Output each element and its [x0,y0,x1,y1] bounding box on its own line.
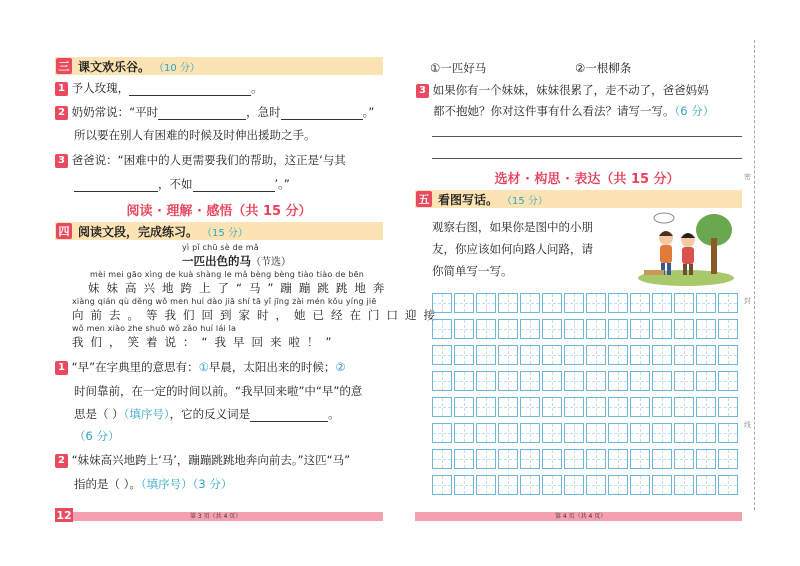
question-4-1: 1 “早”在字典里的意思有：①早晨，太阳出来的时候；② [55,359,346,375]
section-5-title: 看图写话。 [438,192,499,207]
child-1-hair [659,231,673,236]
grid-cell[interactable] [608,293,628,313]
page-number-badge: 12 [56,508,72,522]
grid-cell[interactable] [608,345,628,365]
question-number: 2 [55,454,68,468]
option-2: ②一根柳条 [575,61,632,75]
grid-cell[interactable] [498,345,518,365]
grid-cell[interactable] [608,397,628,417]
grid-cell[interactable] [718,449,738,469]
grid-cell[interactable] [586,475,606,495]
question-4-1-line2: 时间靠前，在一定的时间以前。“我早回来啦”中“早”的意 [74,384,363,398]
grid-cell[interactable] [432,475,452,495]
grid-cell[interactable] [498,293,518,313]
grid-cell[interactable] [696,475,716,495]
grid-cell[interactable] [564,397,584,417]
grid-cell[interactable] [454,345,474,365]
question-3-3: 3 爸爸说：“困难中的人更需要我们的帮助，这正是‘与其 [55,152,346,168]
grid-cell[interactable] [432,345,452,365]
section-4-title: 阅读文段，完成练习。 [78,224,199,239]
grid-cell[interactable] [608,319,628,339]
section-3-number: 三 [56,58,72,74]
grid-cell[interactable] [652,423,672,443]
grid-cell[interactable] [586,345,606,365]
grid-cell[interactable] [674,475,694,495]
child-2-body [682,247,694,264]
grid-cell[interactable] [630,397,650,417]
grid-cell[interactable] [696,319,716,339]
grid-cell[interactable] [498,397,518,417]
grid-cell[interactable] [432,397,452,417]
grid-cell[interactable] [476,475,496,495]
grid-cell[interactable] [498,423,518,443]
answer-blank[interactable] [193,180,275,192]
grid-cell[interactable] [542,449,562,469]
grid-cell[interactable] [718,371,738,391]
grid-cell[interactable] [564,371,584,391]
question-3-3-continued: ，不如 ’。” [74,176,290,192]
passage-pinyin-1: mèi mei gāo xìng de kuà shàng le mǎ bèng bèng tiào tiào de bēn [90,270,365,279]
grid-cell[interactable] [454,319,474,339]
grid-cell[interactable] [674,371,694,391]
grid-cell[interactable] [718,423,738,443]
grid-cell[interactable] [498,371,518,391]
grid-cell[interactable] [674,293,694,313]
question-4-3: 3 如果你有一个妹妹，妹妹很累了，走不动了，爸爸妈妈 [416,82,709,98]
grid-cell[interactable] [432,371,452,391]
grid-cell[interactable] [454,371,474,391]
passage-pinyin-3: wǒ men xiào zhe shuō wǒ zǎo huí lái la [72,324,237,333]
grid-cell[interactable] [696,345,716,365]
grid-cell[interactable] [432,449,452,469]
section-3-points: （10 分） [154,62,200,74]
grid-cell[interactable] [476,397,496,417]
option-1: ①一匹好马 [430,61,487,75]
passage-pinyin-2: xiàng qián qù děng wǒ men huí dào jiā shí tā yǐ jīng zài mén kǒu yíng jiē [72,297,377,306]
grid-cell[interactable] [718,319,738,339]
grid-cell[interactable] [520,475,540,495]
section-5-prompt: 观察右图，如果你是图中的小朋 友，你应该如何向路人问路，请 你简单写一写。 [432,220,593,278]
grid-cell[interactable] [542,319,562,339]
question-4-2-line2: 指的是（ ）。（填序号）（3 分） [74,477,233,491]
question-number: 2 [55,106,68,120]
grid-cell[interactable] [542,371,562,391]
binding-mark-1: 密 [744,173,751,181]
grid-cell[interactable] [630,423,650,443]
grid-cell[interactable] [498,319,518,339]
grid-cell[interactable] [608,423,628,443]
grid-cell[interactable] [696,449,716,469]
grid-cell[interactable] [652,345,672,365]
grid-cell[interactable] [542,345,562,365]
grid-cell[interactable] [586,371,606,391]
grid-cell[interactable] [432,319,452,339]
grid-cell[interactable] [586,449,606,469]
grid-cell[interactable] [652,293,672,313]
grid-cell[interactable] [564,423,584,443]
grid-cell[interactable] [630,449,650,469]
question-3-1: 1 予人玫瑰， 。 [55,80,263,96]
grid-cell[interactable] [674,397,694,417]
grid-cell[interactable] [586,423,606,443]
grid-cell[interactable] [564,449,584,469]
grid-cell[interactable] [652,319,672,339]
passage-line-3: 我们，笑着说：“我早回来啦！” [72,335,339,349]
writing-line-1[interactable] [432,136,742,137]
grid-cell[interactable] [696,293,716,313]
grid-cell[interactable] [520,371,540,391]
grid-cell[interactable] [586,319,606,339]
question-number: 3 [416,84,429,98]
footer-text-right: 第 4 页（共 4 页） [555,513,607,520]
tree-trunk [711,238,717,274]
grid-cell[interactable] [674,423,694,443]
path-stone [644,270,664,275]
section-5-number: 五 [416,191,432,207]
answer-blank[interactable] [74,180,158,192]
answer-blank[interactable] [281,108,363,120]
grid-cell[interactable] [454,423,474,443]
grid-cell[interactable] [476,345,496,365]
grid-cell[interactable] [652,475,672,495]
section-3-title: 课文欢乐谷。 [78,59,151,74]
grid-cell[interactable] [718,293,738,313]
grid-cell[interactable] [564,345,584,365]
grid-cell[interactable] [454,475,474,495]
grid-cell[interactable] [674,345,694,365]
grid-cell[interactable] [432,423,452,443]
grid-cell[interactable] [564,319,584,339]
grid-cell[interactable] [652,449,672,469]
grid-cell[interactable] [520,345,540,365]
writing-line-2[interactable] [432,158,742,159]
question-number: 1 [55,361,68,375]
answer-blank[interactable] [129,84,251,96]
band-title-reading: 阅读 · 理解 · 感悟（共 15 分） [126,204,312,219]
question-4-3-line2: 都不抱她？你对这件事有什么看法？请写一写。（6 分） [433,104,715,118]
answer-blank[interactable] [250,410,328,422]
grid-cell[interactable] [608,449,628,469]
grid-cell[interactable] [520,449,540,469]
answer-blank[interactable] [158,108,246,120]
grid-cell[interactable] [520,293,540,313]
grid-cell[interactable] [520,423,540,443]
grid-cell[interactable] [586,397,606,417]
cloud-scribble [654,213,674,223]
grid-cell[interactable] [718,397,738,417]
grid-cell[interactable] [520,397,540,417]
section-5-header [415,190,742,208]
grid-cell[interactable] [696,423,716,443]
band-title-writing: 选材 · 构思 · 表达（共 15 分） [494,172,680,187]
grid-cell[interactable] [542,475,562,495]
grid-cell[interactable] [718,345,738,365]
question-3-2-continued: 所以要在别人有困难的时候及时伸出援助之手。 [74,128,316,142]
grid-cell[interactable] [454,293,474,313]
grid-cell[interactable] [652,397,672,417]
grid-cell[interactable] [630,319,650,339]
grid-cell[interactable] [542,293,562,313]
question-4-2: 2 “妹妹高兴地跨上‘马’，蹦蹦跳跳地奔向前去。”这匹“马” [55,452,350,468]
passage-line-2: 向前去。等我们回到家时，她已经在门口迎接 [72,308,442,322]
section-3-header [55,57,383,75]
question-3-2: 2 奶奶常说：“平时 ，急时 。” [55,104,374,120]
story-title-pinyin: yì pǐ chū sè de mǎ [182,243,259,252]
question-number: 1 [55,82,68,96]
child-2-hair [681,233,695,238]
section-4-number: 四 [56,223,72,239]
grid-cell[interactable] [520,319,540,339]
grid-cell[interactable] [542,423,562,443]
grid-cell[interactable] [476,449,496,469]
question-number: 3 [55,154,68,168]
passage-line-1: 妹妹高兴地跨上了“马”蹦蹦跳跳地奔 [88,281,392,295]
section-4-header [55,222,383,240]
story-title: 一匹出色的马（节选） [182,254,291,268]
binding-mark-2: 封 [744,297,751,305]
grid-cell[interactable] [564,293,584,313]
grid-cell[interactable] [476,293,496,313]
grid-cell[interactable] [498,475,518,495]
grid-cell[interactable] [454,449,474,469]
grid-cell[interactable] [652,371,672,391]
grid-cell[interactable] [432,293,452,313]
grid-cell[interactable] [564,475,584,495]
grid-cell[interactable] [476,423,496,443]
grid-cell[interactable] [476,319,496,339]
grid-cell[interactable] [674,449,694,469]
grid-cell[interactable] [542,397,562,417]
grid-cell[interactable] [696,371,716,391]
grid-cell[interactable] [454,397,474,417]
binding-mark-3: 线 [744,421,751,429]
grid-cell[interactable] [696,397,716,417]
child-1-body [660,245,672,263]
grid-cell[interactable] [476,371,496,391]
grid-cell[interactable] [674,319,694,339]
footer-text-left: 第 3 页（共 4 页） [190,513,242,520]
question-4-1-line3: 思是（ ）（填序号），它的反义词是 。 [74,407,340,421]
illustration-children-asking-directions [636,208,736,286]
grid-cell[interactable] [608,371,628,391]
grid-cell[interactable] [718,475,738,495]
section-5-points: （15 分） [502,195,548,207]
section-4-points: （15 分） [202,227,248,239]
grid-cell[interactable] [608,475,628,495]
grid-cell[interactable] [586,293,606,313]
grid-cell[interactable] [630,475,650,495]
question-4-1-points: （6 分） [74,429,120,443]
binding-dashed-line [754,40,755,510]
grid-cell[interactable] [498,449,518,469]
grid-cell[interactable] [630,371,650,391]
grid-cell[interactable] [630,293,650,313]
grid-cell[interactable] [630,345,650,365]
